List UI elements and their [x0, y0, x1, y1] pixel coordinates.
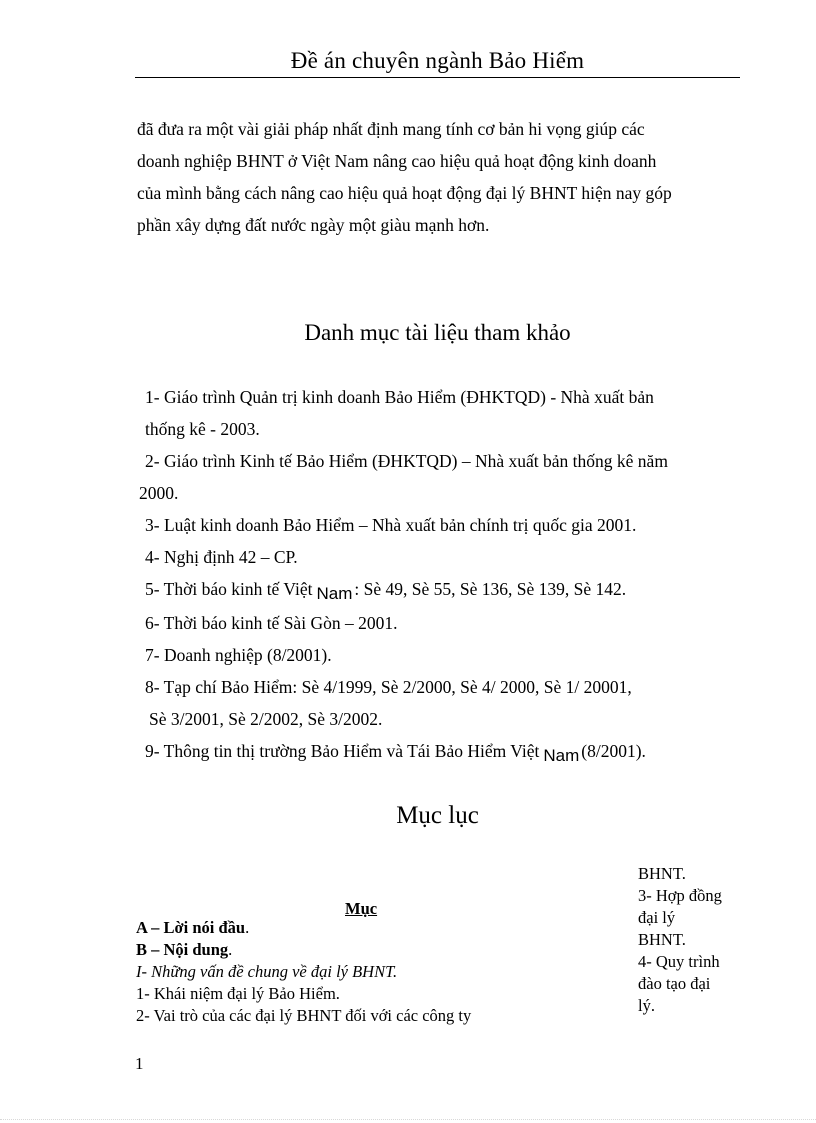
toc-side-line: lý. — [638, 996, 655, 1015]
page-header-title: Đề án chuyên ngành Bảo Hiểm — [290, 48, 585, 73]
toc-side-line: đào tạo đại — [638, 974, 711, 993]
reference-item-1-line-2: thống kê - 2003. — [145, 419, 260, 439]
intro-line: của mình bằng cách nâng cao hiệu quả hoạt động đại lý BHNT hiện nay góp — [137, 183, 672, 203]
intro-line: doanh nghiệp BHNT ở Việt Nam nâng cao hiệu quả hoạt động kinh doanh — [137, 151, 657, 171]
header-divider — [135, 77, 740, 78]
reference-item-3: 3- Luật kinh doanh Bảo Hiểm – Nhà xuất bản chính trị quốc gia 2001. — [145, 515, 637, 535]
reference-item-5-sub: Nam — [316, 584, 353, 603]
intro-line: phần xây dựng đất nước ngày một giàu mạnh hơn. — [137, 215, 490, 235]
toc-item-a[interactable] — [136, 918, 249, 938]
toc-side-column — [638, 863, 748, 1017]
toc-title: Mục lục — [396, 802, 479, 829]
reference-item-7: 7- Doanh nghiệp (8/2001). — [145, 645, 332, 665]
reference-item-9-text: 9- Thông tin thị trường Bảo Hiểm và Tái Bảo Hiểm Việt — [145, 741, 540, 761]
toc-item-b[interactable] — [136, 940, 232, 960]
reference-item-9 — [145, 741, 646, 765]
intro-line: đã đưa ra một vài giải pháp nhất định mang tính cơ bản hi vọng giúp các — [137, 119, 645, 139]
reference-item-8-line-1: 8- Tạp chí Bảo Hiểm: Sè 4/1999, Sè 2/2000, Sè 4/ 2000, Sè 1/ 20001, — [145, 677, 632, 697]
intro-paragraph — [137, 113, 740, 241]
reference-item-2-line-2: 2000. — [139, 483, 179, 503]
toc-item-a-label: A – Lời nói đầu — [136, 918, 246, 937]
toc-column-head: Mục — [345, 899, 378, 918]
reference-item-9-date: (8/2001). — [581, 741, 646, 761]
toc-item-2[interactable]: 2- Vai trò của các đại lý BHNT đối với các công ty — [136, 1006, 472, 1025]
toc-side-line: BHNT. — [638, 864, 686, 883]
reference-item-9-sub: Nam — [543, 746, 580, 765]
reference-item-6: 6- Thời báo kinh tế Sài Gòn – 2001. — [145, 613, 398, 633]
reference-item-1-line-1: 1- Giáo trình Quản trị kinh doanh Bảo Hiểm (ĐHKTQD) - Nhà xuất bản — [145, 387, 654, 407]
references-title: Danh mục tài liệu tham khảo — [304, 320, 571, 345]
toc-item-a-dot: . — [245, 918, 250, 937]
reference-item-5-issues: : Sè 49, Sè 55, Sè 136, Sè 139, Sè 142. — [354, 579, 627, 599]
toc-item-1[interactable]: 1- Khái niệm đại lý Bảo Hiểm. — [136, 984, 340, 1003]
reference-item-4: 4- Nghị định 42 – CP. — [145, 547, 298, 567]
reference-item-8-line-2: Sè 3/2001, Sè 2/2002, Sè 3/2002. — [149, 709, 383, 729]
reference-item-2-line-1: 2- Giáo trình Kinh tế Bảo Hiểm (ĐHKTQD) – Nhà xuất bản thống kê năm — [145, 451, 668, 471]
toc-side-line: BHNT. — [638, 930, 686, 949]
toc-side-line: đại lý — [638, 908, 676, 927]
page-number: 1 — [135, 1054, 144, 1073]
toc-side-line: 3- Hợp đồng — [638, 886, 722, 905]
toc-side-line: 4- Quy trình — [638, 952, 720, 971]
toc-section-i[interactable]: I- Những vấn đề chung về đại lý BHNT. — [136, 962, 398, 981]
toc-item-b-label: B – Nội dung — [136, 940, 229, 959]
page-bottom-border — [0, 1119, 816, 1120]
reference-item-5-text: 5- Thời báo kinh tế Việt — [145, 579, 313, 599]
toc-item-b-dot: . — [228, 940, 233, 959]
reference-item-5 — [145, 579, 627, 603]
